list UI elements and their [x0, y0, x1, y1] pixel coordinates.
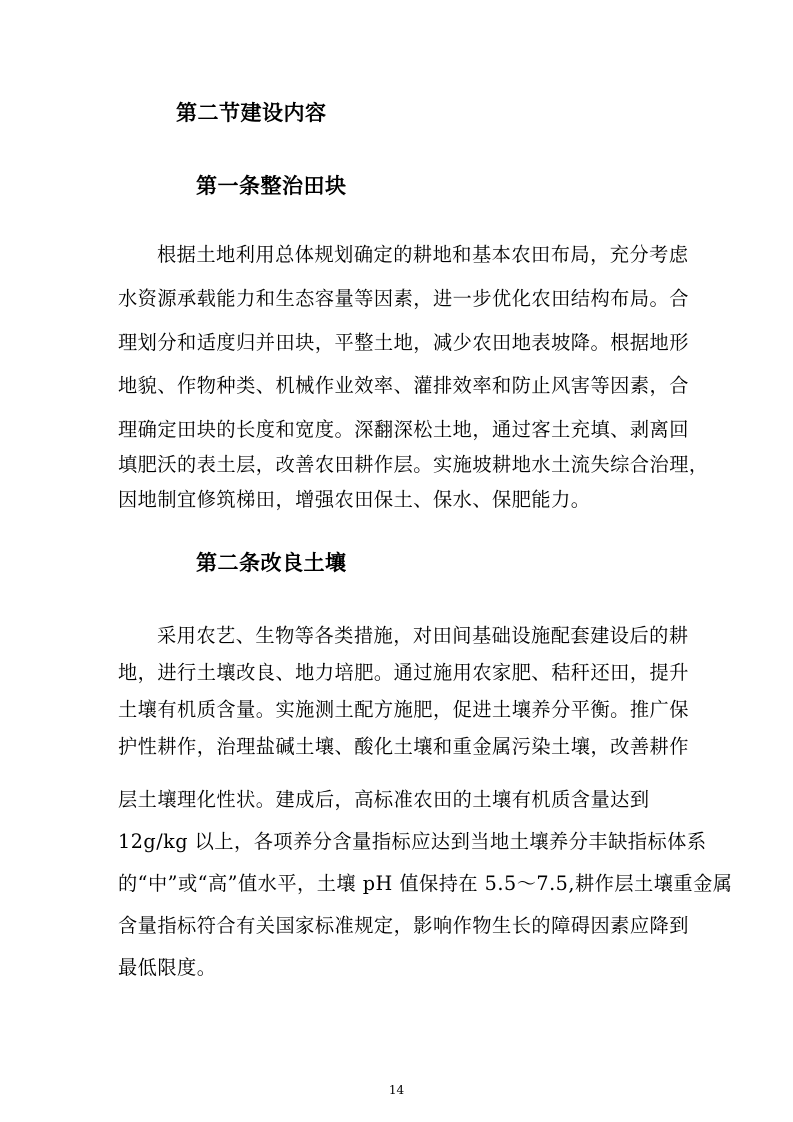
paragraph-line: 含量指标符合有关国家标准规定，影响作物生长的障碍因素应降到	[118, 914, 689, 937]
page-number: 14	[388, 1083, 405, 1097]
paragraph-line: 根据土地利用总体规划确定的耕地和基本农田布局，充分考虑	[157, 243, 689, 266]
paragraph-line: 理确定田块的长度和宽度。深翻深松土地，通过客土充填、剥离回	[118, 418, 689, 441]
paragraph-line: 水资源承载能力和生态容量等因素，进一步优化农田结构布局。合	[118, 287, 689, 310]
paragraph-line: 地貌、作物种类、机械作业效率、灌排效率和防止风害等因素，合	[118, 374, 689, 397]
paragraph-line: 层土壤理化性状。建成后，高标准农田的土壤有机质含量达到	[118, 788, 650, 811]
paragraph-line: 理划分和适度归并田块，平整土地，减少农田地表坡降。根据地形	[118, 331, 689, 354]
paragraph-line: 护性耕作，治理盐碱土壤、酸化土壤和重金属污染土壤，改善耕作	[118, 735, 689, 758]
article-2-title: 第二条改良土壤	[196, 551, 347, 575]
paragraph-line: 采用农艺、生物等各类措施，对田间基础设施配套建设后的耕	[157, 624, 689, 647]
paragraph-line: 土壤有机质含量。实施测土配方施肥，促进土壤养分平衡。推广保	[118, 698, 689, 721]
paragraph-line: 12g/kg 以上，各项养分含量指标应达到当地土壤养分丰缺指标体系	[118, 830, 707, 853]
paragraph-line: 地，进行土壤改良、地力培肥。通过施用农家肥、秸秆还田，提升	[118, 661, 689, 684]
article-1-title: 第一条整治田块	[196, 174, 347, 198]
paragraph-line: 填肥沃的表土层，改善农田耕作层。实施坡耕地水土流失综合治理，	[118, 453, 709, 476]
section-title: 第二节建设内容	[176, 101, 327, 125]
paragraph-line: 因地制宜修筑梯田，增强农田保土、保水、保肥能力。	[118, 488, 591, 511]
paragraph-line: 最低限度。	[118, 956, 217, 979]
paragraph-line: 的“中”或“高”值水平，土壤 pH 值保持在 5.5～7.5,耕作层土壤重金属	[118, 872, 733, 895]
